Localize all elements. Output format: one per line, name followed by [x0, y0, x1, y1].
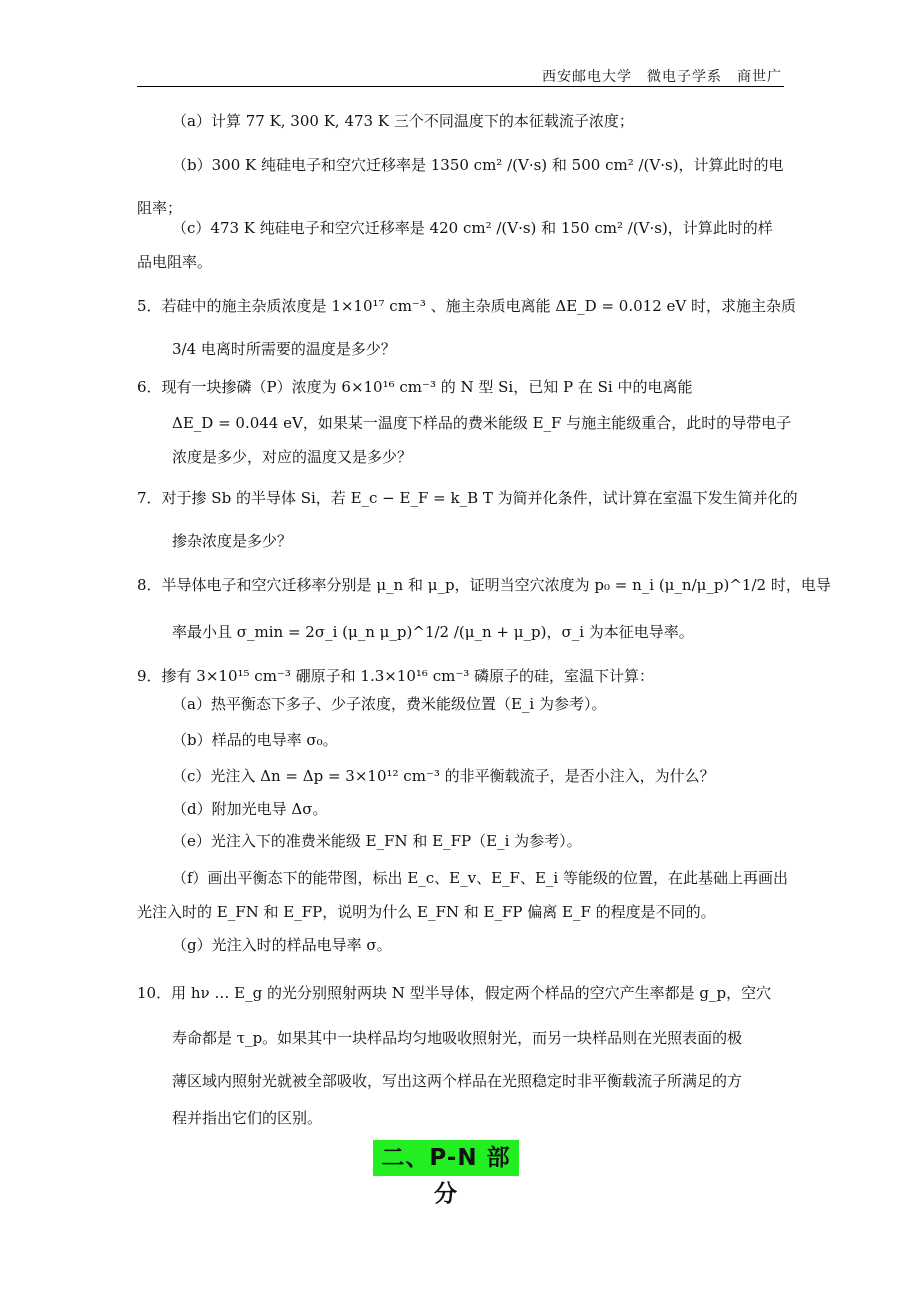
text-line: 5．若硅中的施主杂质浓度是 1×10¹⁷ cm⁻³ 、施主杂质电离能 ΔE_D = 0.012 eV 时，求施主杂质	[137, 297, 796, 315]
text-line: 6．现有一块掺磷（P）浓度为 6×10¹⁶ cm⁻³ 的 N 型 Si，已知 P 在 Si 中的电离能	[137, 378, 693, 396]
text-line: （a）计算 77 K, 300 K, 473 K 三个不同温度下的本征载流子浓度；	[172, 112, 634, 130]
text-line: 寿命都是 τ_p。如果其中一块样品均匀地吸收照射光，而另一块样品则在光照表面的极	[172, 1029, 743, 1047]
text-line: 品电阻率。	[137, 253, 213, 271]
text-line: 掺杂浓度是多少？	[172, 532, 293, 550]
text-line: （a）热平衡态下多子、少子浓度，费米能级位置（E_i 为参考）。	[172, 695, 607, 713]
text-line: 薄区域内照射光就被全部吸收，写出这两个样品在光照稳定时非平衡载流子所满足的方	[172, 1072, 743, 1090]
text-line: 9．掺有 3×10¹⁵ cm⁻³ 硼原子和 1.3×10¹⁶ cm⁻³ 磷原子的硅，室温下计算：	[137, 667, 655, 685]
text-line: 光注入时的 E_FN 和 E_FP，说明为什么 E_FN 和 E_FP 偏离 E_F 的程度是不同的。	[137, 903, 716, 921]
text-line: 程并指出它们的区别。	[172, 1109, 323, 1127]
text-line: （g）光注入时的样品电导率 σ。	[172, 936, 392, 954]
text-line: （c）光注入 Δn = Δp = 3×10¹² cm⁻³ 的非平衡载流子，是否小注入，为什么？	[172, 767, 715, 785]
text-line: 8．半导体电子和空穴迁移率分别是 μ_n 和 μ_p，证明当空穴浓度为 p₀ = n_i (μ_n/μ_p)^1/2 时，电导	[137, 576, 831, 594]
text-line: ΔE_D = 0.044 eV，如果某一温度下样品的费米能级 E_F 与施主能级重合，此时的导带电子	[172, 414, 792, 432]
section-title: 二、P-N 部分	[373, 1140, 519, 1176]
text-line: （b）样品的电导率 σ₀。	[172, 731, 338, 749]
header-rule	[137, 86, 784, 87]
text-line: 率最小且 σ_min = 2σ_i (μ_n μ_p)^1/2 /(μ_n + μ_p)，σ_i 为本征电导率。	[172, 623, 694, 641]
text-line: （b）300 K 纯硅电子和空穴迁移率是 1350 cm² /(V·s) 和 500 cm² /(V·s)，计算此时的电	[172, 156, 784, 174]
text-line: 7．对于掺 Sb 的半导体 Si，若 E_c − E_F = k_B T 为简并化条件，试计算在室温下发生简并化的	[137, 489, 798, 507]
text-line: 10．用 hν … E_g 的光分别照射两块 N 型半导体，假定两个样品的空穴产生率都是 g_p，空穴	[137, 984, 772, 1002]
text-line: （d）附加光电导 Δσ。	[172, 800, 328, 818]
text-line: （f）画出平衡态下的能带图，标出 E_c、E_v、E_F、E_i 等能级的位置，在此基础上再画出	[172, 869, 788, 887]
text-line: （e）光注入下的准费米能级 E_FN 和 E_FP（E_i 为参考）。	[172, 832, 582, 850]
text-line: 浓度是多少，对应的温度又是多少？	[172, 448, 413, 466]
text-line: 阻率；	[137, 199, 183, 217]
page-header: 西安邮电大学 微电子学系 商世广	[542, 69, 782, 85]
text-line: 3/4 电离时所需要的温度是多少？	[172, 340, 396, 358]
text-line: （c）473 K 纯硅电子和空穴迁移率是 420 cm² /(V·s) 和 150 cm² /(V·s)，计算此时的样	[172, 219, 773, 237]
